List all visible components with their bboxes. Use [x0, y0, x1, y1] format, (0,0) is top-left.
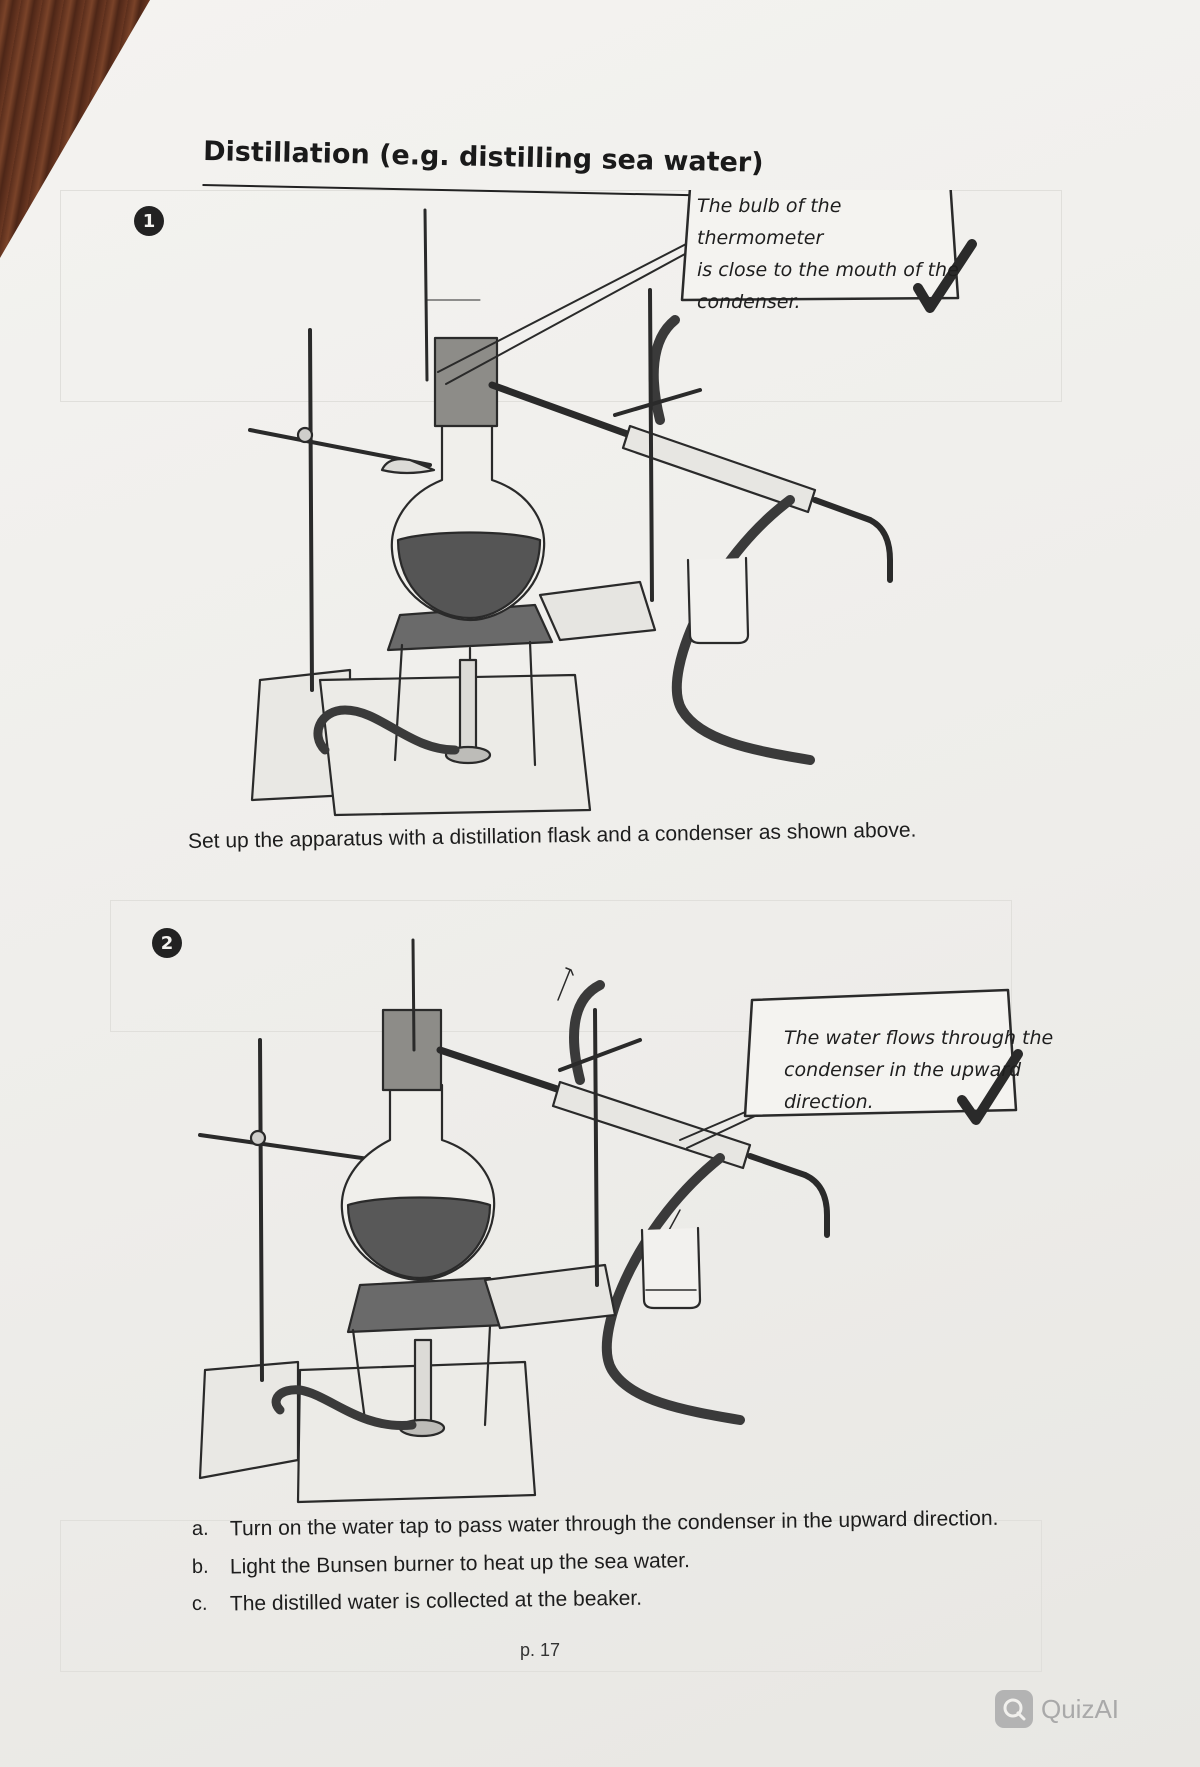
left-clamp-jaw: [382, 459, 434, 473]
instruction-b-marker: b.: [191, 1555, 209, 1578]
right-stand-rod: [650, 290, 652, 600]
left-clamp-arm-2: [200, 1135, 390, 1162]
step-1-badge: 1: [134, 206, 164, 236]
wire-gauze-2: [348, 1278, 505, 1332]
instruction-b-text: Light the Bunsen burner to heat up the sea water.: [229, 1549, 691, 1579]
instruction-c-marker: c.: [191, 1592, 208, 1615]
condenser-drip-tip: [870, 520, 890, 580]
instruction-a-marker: a.: [191, 1517, 209, 1540]
left-stand-rod-2: [260, 1040, 262, 1380]
callout-1: [697, 190, 962, 318]
flask-side-arm-2: [440, 1050, 560, 1090]
page-title: Distillation (e.g. distilling sea water): [202, 136, 743, 197]
collection-beaker-2: [642, 1228, 700, 1308]
callout-2-line-2: condenser in the upward: [784, 1059, 1022, 1081]
boiling-sea-water: [348, 1198, 490, 1279]
left-boss-head: [298, 428, 312, 442]
step-2-badge: 2: [152, 928, 182, 958]
callout-1-line-2: is close to the mouth of the: [697, 259, 959, 281]
callout-2-line-3: direction.: [784, 1091, 874, 1113]
thermometer-2: [413, 940, 414, 1050]
rubber-stopper-2: [383, 1010, 441, 1090]
left-stand-rod: [310, 330, 312, 690]
water-outlet-tube: [654, 320, 675, 420]
callout-2: [784, 1022, 1054, 1118]
condenser-drip-tip-2: [805, 1175, 827, 1235]
condenser-outlet: [815, 500, 870, 520]
bunsen-burner-tube: [460, 660, 476, 750]
right-stand-base: [540, 582, 655, 640]
thermometer: [425, 210, 427, 380]
rubber-stopper: [435, 338, 497, 426]
collection-beaker: [688, 558, 748, 643]
distillation-apparatus-figure-2: [190, 930, 1070, 1530]
callout-1-line-3: condenser.: [697, 291, 801, 313]
flow-arrow-up: [558, 970, 570, 1000]
instruction-a-text: Turn on the water tap to pass water through the condenser in the upward direction.: [229, 1506, 999, 1541]
heat-mat: [320, 675, 590, 815]
quizai-logo-icon: [995, 1690, 1033, 1728]
callout-1-line-1: The bulb of the thermometer: [697, 195, 842, 249]
callout-2-line-1: The water flows through the: [784, 1027, 1054, 1049]
right-stand-rod-2: [595, 1010, 597, 1285]
page-number: p. 17: [520, 1640, 561, 1660]
condenser-outlet-2: [750, 1156, 805, 1175]
flask-side-arm: [492, 385, 630, 435]
quizai-label: QuizAI: [1041, 1693, 1120, 1724]
instruction-c-text: The distilled water is collected at the beaker.: [229, 1586, 643, 1616]
quizai-watermark: [995, 1690, 1119, 1728]
left-boss-head-2: [251, 1131, 265, 1145]
bunsen-burner-tube-2: [415, 1340, 431, 1425]
step-1-caption: Set up the apparatus with a distillation flask and a condenser as shown above.: [187, 818, 917, 853]
left-stand-base-2: [200, 1362, 298, 1478]
